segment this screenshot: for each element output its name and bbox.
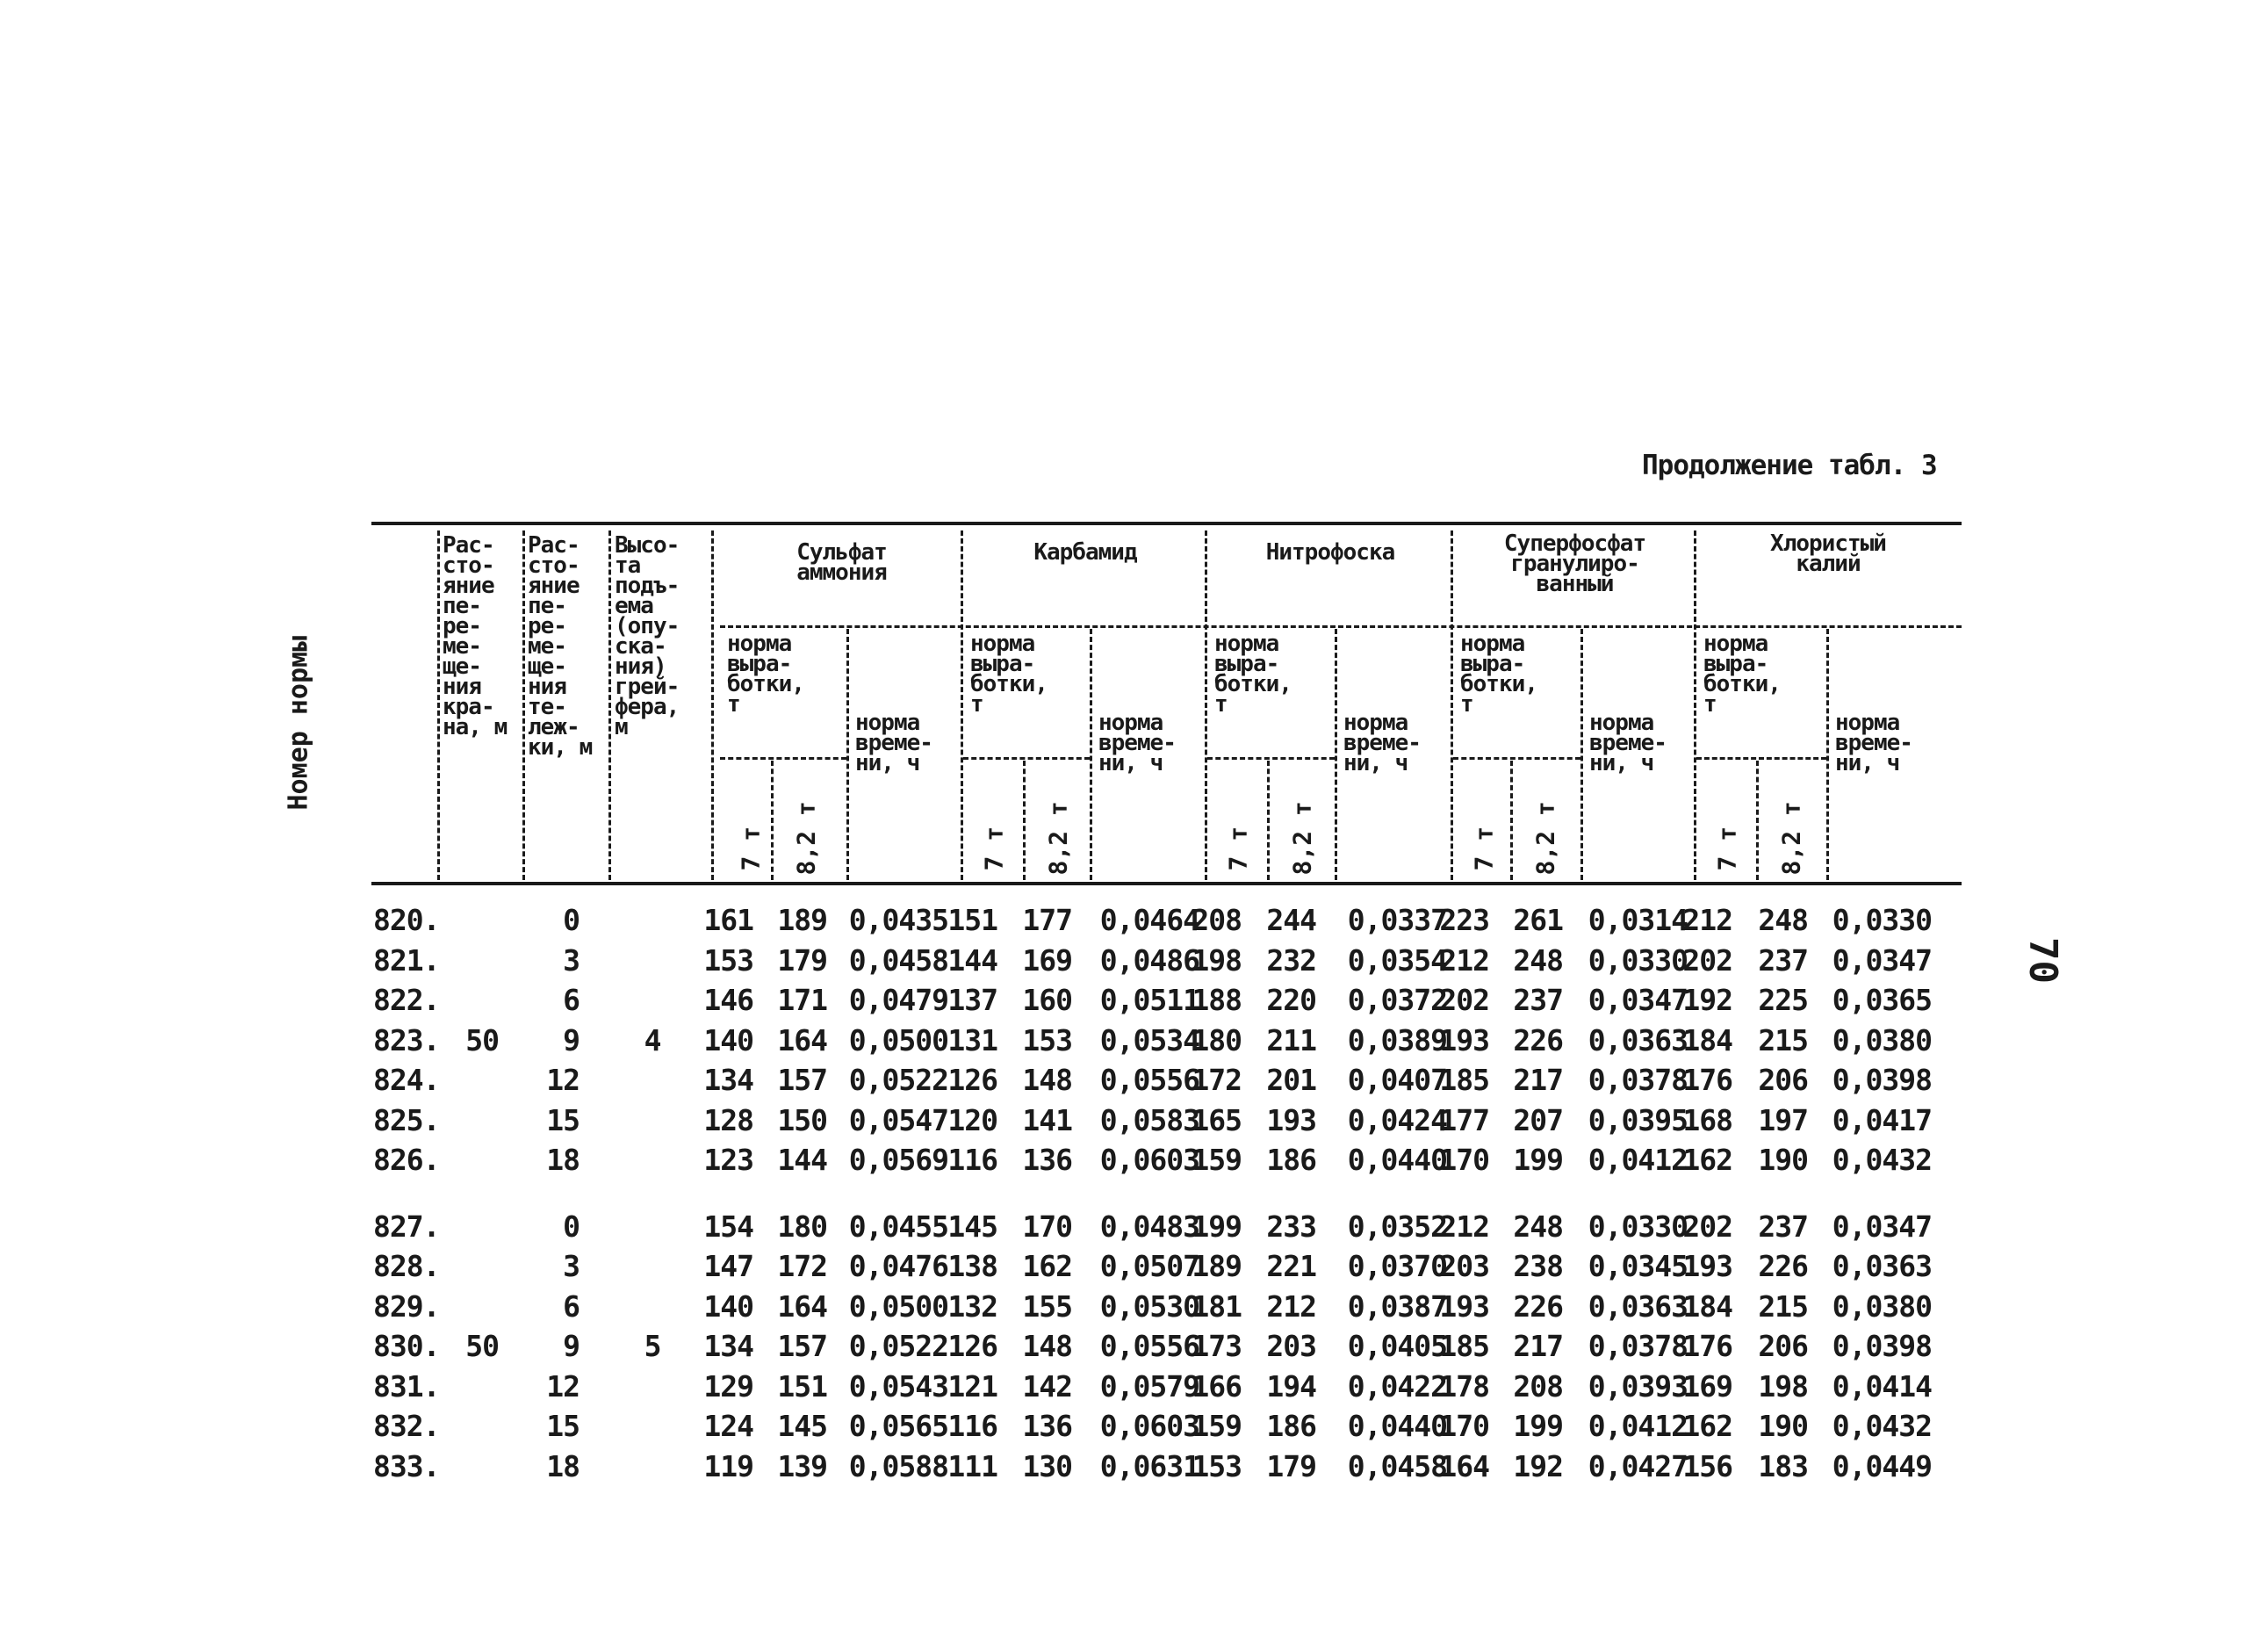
- value-cell: 0,0631: [1099, 1448, 1199, 1483]
- value-cell: 202: [1682, 942, 1732, 978]
- value-cell: 0,0370: [1347, 1249, 1447, 1283]
- value-cell: 172: [1192, 1063, 1242, 1097]
- value-cell: 206: [1758, 1063, 1808, 1097]
- header-norm-number: Номер нормы: [283, 635, 314, 811]
- value-cell: 142: [1022, 1368, 1072, 1404]
- norm-number: 828.: [373, 1249, 440, 1283]
- value-cell: 0,0330: [1588, 1209, 1688, 1244]
- trolley-distance: 9: [563, 1329, 580, 1363]
- value-cell: 189: [777, 903, 827, 937]
- time-norm-label: норма време- ни, ч: [855, 710, 932, 776]
- value-cell: 0,0458: [848, 942, 948, 978]
- value-cell: 188: [1192, 983, 1242, 1017]
- value-cell: 139: [777, 1448, 827, 1483]
- value-cell: 0,0530: [1099, 1288, 1199, 1324]
- weight-7t-label: 7 т: [1223, 826, 1253, 871]
- value-cell: 169: [1682, 1368, 1732, 1404]
- weight-divider: [1756, 761, 1759, 880]
- value-cell: 121: [947, 1368, 997, 1404]
- value-cell: 126: [947, 1063, 997, 1097]
- value-cell: 124: [703, 1409, 753, 1443]
- value-cell: 0,0389: [1347, 1022, 1447, 1057]
- value-cell: 221: [1266, 1249, 1316, 1283]
- weight-divider: [1267, 761, 1270, 880]
- value-cell: 151: [947, 903, 997, 937]
- product-name: Карбамид: [1033, 539, 1137, 566]
- value-cell: 0,0565: [848, 1409, 948, 1443]
- value-cell: 206: [1758, 1329, 1808, 1363]
- value-cell: 145: [777, 1409, 827, 1443]
- value-cell: 156: [1682, 1448, 1732, 1483]
- weight-divider: [1510, 761, 1513, 880]
- value-cell: 197: [1758, 1102, 1808, 1137]
- value-cell: 0,0372: [1347, 983, 1447, 1017]
- value-cell: 0,0486: [1099, 942, 1199, 978]
- value-cell: 0,0556: [1099, 1329, 1199, 1363]
- time-norm-label: норма време- ни, ч: [1835, 710, 1912, 776]
- value-cell: 164: [777, 1288, 827, 1324]
- weight-8-2t-label: 8,2 т: [1776, 801, 1806, 876]
- value-cell: 148: [1022, 1063, 1072, 1097]
- product-name: Нитрофоска: [1265, 539, 1395, 566]
- value-cell: 0,0440: [1347, 1143, 1447, 1177]
- value-cell: 237: [1758, 1209, 1808, 1244]
- value-cell: 179: [1266, 1448, 1316, 1483]
- value-cell: 0,0354: [1347, 942, 1447, 978]
- value-cell: 185: [1439, 1329, 1489, 1363]
- norm-number: 830.: [373, 1329, 440, 1363]
- value-cell: 232: [1266, 942, 1316, 978]
- value-cell: 248: [1513, 942, 1563, 978]
- value-cell: 192: [1682, 983, 1732, 1017]
- time-norm-label: норма време- ни, ч: [1343, 710, 1421, 776]
- trolley-distance: 3: [563, 942, 580, 978]
- value-cell: 0,0547: [848, 1102, 948, 1137]
- value-cell: 0,0405: [1347, 1329, 1447, 1363]
- value-cell: 0,0407: [1347, 1063, 1447, 1097]
- header-divider-v3: [608, 530, 611, 880]
- value-cell: 0,0347: [1832, 942, 1932, 978]
- value-cell: 238: [1513, 1249, 1563, 1283]
- value-cell: 176: [1682, 1063, 1732, 1097]
- value-cell: 157: [777, 1329, 827, 1363]
- value-cell: 136: [1022, 1143, 1072, 1177]
- output-norm-label: норма выра- ботки, т: [1214, 631, 1292, 718]
- value-cell: 0,0458: [1347, 1448, 1447, 1483]
- weight-7t-label: 7 т: [979, 826, 1009, 871]
- value-cell: 0,0330: [1588, 942, 1688, 978]
- value-cell: 220: [1266, 983, 1316, 1017]
- value-cell: 180: [1192, 1022, 1242, 1057]
- value-cell: 153: [703, 942, 753, 978]
- time-norm-divider: [1580, 629, 1583, 880]
- value-cell: 0,0603: [1099, 1409, 1199, 1443]
- value-cell: 0,0363: [1588, 1022, 1688, 1057]
- value-cell: 164: [1439, 1448, 1489, 1483]
- header-divider-v1: [437, 530, 440, 880]
- value-cell: 0,0380: [1832, 1022, 1932, 1057]
- value-cell: 134: [703, 1329, 753, 1363]
- crane-distance: 50: [465, 1022, 499, 1057]
- value-cell: 0,0393: [1588, 1368, 1688, 1404]
- header-trolley-distance: Рас- сто- яние пе- ре- ме- ще- ния те- леж- ки, м: [528, 532, 593, 761]
- value-cell: 0,0387: [1347, 1288, 1447, 1324]
- value-cell: 164: [777, 1022, 827, 1057]
- norm-number: 822.: [373, 983, 440, 1017]
- value-cell: 120: [947, 1102, 997, 1137]
- norm-number: 829.: [373, 1288, 440, 1324]
- value-cell: 130: [1022, 1448, 1072, 1483]
- value-cell: 0,0432: [1832, 1409, 1932, 1443]
- output-norm-rule: [963, 757, 1090, 760]
- table-top-rule: [371, 522, 1962, 525]
- value-cell: 159: [1192, 1409, 1242, 1443]
- value-cell: 0,0398: [1832, 1063, 1932, 1097]
- value-cell: 138: [947, 1249, 997, 1283]
- weight-divider: [1023, 761, 1026, 880]
- value-cell: 248: [1758, 903, 1808, 937]
- header-bottom-rule: [371, 882, 1962, 885]
- value-cell: 140: [703, 1288, 753, 1324]
- weight-7t-label: 7 т: [1469, 826, 1499, 871]
- product-divider: [961, 530, 963, 880]
- value-cell: 198: [1192, 942, 1242, 978]
- time-norm-label: норма време- ни, ч: [1589, 710, 1667, 776]
- value-cell: 145: [947, 1209, 997, 1244]
- value-cell: 0,0427: [1588, 1448, 1688, 1483]
- value-cell: 202: [1439, 983, 1489, 1017]
- crane-distance: 50: [465, 1329, 499, 1363]
- value-cell: 129: [703, 1368, 753, 1404]
- value-cell: 237: [1513, 983, 1563, 1017]
- value-cell: 179: [777, 942, 827, 978]
- output-norm-rule: [720, 757, 846, 760]
- value-cell: 166: [1192, 1368, 1242, 1404]
- value-cell: 192: [1513, 1448, 1563, 1483]
- value-cell: 233: [1266, 1209, 1316, 1244]
- value-cell: 170: [1439, 1409, 1489, 1443]
- value-cell: 226: [1513, 1022, 1563, 1057]
- value-cell: 203: [1266, 1329, 1316, 1363]
- value-cell: 0,0435: [848, 903, 948, 937]
- value-cell: 217: [1513, 1063, 1563, 1097]
- value-cell: 151: [777, 1368, 827, 1404]
- value-cell: 144: [947, 942, 997, 978]
- value-cell: 193: [1439, 1022, 1489, 1057]
- value-cell: 176: [1682, 1329, 1732, 1363]
- value-cell: 184: [1682, 1288, 1732, 1324]
- value-cell: 170: [1022, 1209, 1072, 1244]
- value-cell: 0,0378: [1588, 1329, 1688, 1363]
- value-cell: 201: [1266, 1063, 1316, 1097]
- value-cell: 244: [1266, 903, 1316, 937]
- value-cell: 183: [1758, 1448, 1808, 1483]
- value-cell: 159: [1192, 1143, 1242, 1177]
- value-cell: 0,0534: [1099, 1022, 1199, 1057]
- value-cell: 190: [1758, 1143, 1808, 1177]
- value-cell: 0,0345: [1588, 1249, 1688, 1283]
- value-cell: 186: [1266, 1143, 1316, 1177]
- value-cell: 0,0483: [1099, 1209, 1199, 1244]
- value-cell: 162: [1022, 1249, 1072, 1283]
- value-cell: 223: [1439, 903, 1489, 937]
- value-cell: 185: [1439, 1063, 1489, 1097]
- header-grab-height: Высо- та подъ- ема (опу- ска- ния) грей- фера, м: [615, 532, 680, 740]
- value-cell: 178: [1439, 1368, 1489, 1404]
- norm-number: 827.: [373, 1209, 440, 1244]
- value-cell: 155: [1022, 1288, 1072, 1324]
- value-cell: 0,0347: [1588, 983, 1688, 1017]
- value-cell: 169: [1022, 942, 1072, 978]
- value-cell: 0,0395: [1588, 1102, 1688, 1137]
- weight-7t-label: 7 т: [736, 826, 766, 871]
- trolley-distance: 9: [563, 1022, 580, 1057]
- value-cell: 181: [1192, 1288, 1242, 1324]
- value-cell: 116: [947, 1143, 997, 1177]
- value-cell: 261: [1513, 903, 1563, 937]
- value-cell: 154: [703, 1209, 753, 1244]
- value-cell: 0,0424: [1347, 1102, 1447, 1137]
- value-cell: 161: [703, 903, 753, 937]
- value-cell: 189: [1192, 1249, 1242, 1283]
- output-norm-label: норма выра- ботки, т: [1460, 631, 1537, 718]
- norm-number: 826.: [373, 1143, 440, 1177]
- norm-number: 825.: [373, 1102, 440, 1137]
- value-cell: 215: [1758, 1288, 1808, 1324]
- value-cell: 226: [1513, 1288, 1563, 1324]
- value-cell: 180: [777, 1209, 827, 1244]
- norm-number: 820.: [373, 903, 440, 937]
- value-cell: 153: [1192, 1448, 1242, 1483]
- value-cell: 0,0363: [1832, 1249, 1932, 1283]
- value-cell: 0,0337: [1347, 903, 1447, 937]
- weight-8-2t-label: 8,2 т: [1287, 801, 1317, 876]
- product-name: Сульфат аммония: [796, 539, 887, 586]
- value-cell: 162: [1682, 1409, 1732, 1443]
- value-cell: 162: [1682, 1143, 1732, 1177]
- value-cell: 225: [1758, 983, 1808, 1017]
- value-cell: 215: [1758, 1022, 1808, 1057]
- value-cell: 248: [1513, 1209, 1563, 1244]
- trolley-distance: 0: [563, 1209, 580, 1244]
- product-divider: [1451, 530, 1453, 880]
- output-norm-label: норма выра- ботки, т: [727, 631, 804, 718]
- value-cell: 0,0412: [1588, 1143, 1688, 1177]
- value-cell: 140: [703, 1022, 753, 1057]
- value-cell: 0,0543: [848, 1368, 948, 1404]
- value-cell: 212: [1439, 1209, 1489, 1244]
- value-cell: 0,0455: [848, 1209, 948, 1244]
- value-cell: 0,0583: [1099, 1102, 1199, 1137]
- value-cell: 0,0365: [1832, 983, 1932, 1017]
- value-cell: 217: [1513, 1329, 1563, 1363]
- output-norm-rule: [1207, 757, 1335, 760]
- value-cell: 0,0398: [1832, 1329, 1932, 1363]
- output-norm-rule: [1453, 757, 1580, 760]
- trolley-distance: 3: [563, 1249, 580, 1283]
- norm-number: 832.: [373, 1409, 440, 1443]
- value-cell: 123: [703, 1143, 753, 1177]
- value-cell: 144: [777, 1143, 827, 1177]
- value-cell: 171: [777, 983, 827, 1017]
- value-cell: 212: [1266, 1288, 1316, 1324]
- value-cell: 194: [1266, 1368, 1316, 1404]
- trolley-distance: 6: [563, 1288, 580, 1324]
- value-cell: 128: [703, 1102, 753, 1137]
- weight-7t-label: 7 т: [1712, 826, 1742, 871]
- time-norm-divider: [1090, 629, 1092, 880]
- value-cell: 193: [1682, 1249, 1732, 1283]
- norm-number: 833.: [373, 1448, 440, 1483]
- value-cell: 141: [1022, 1102, 1072, 1137]
- output-norm-label: норма выра- ботки, т: [1703, 631, 1781, 718]
- value-cell: 147: [703, 1249, 753, 1283]
- value-cell: 119: [703, 1448, 753, 1483]
- weight-divider: [771, 761, 774, 880]
- time-norm-label: норма време- ни, ч: [1098, 710, 1176, 776]
- value-cell: 0,0507: [1099, 1249, 1199, 1283]
- value-cell: 0,0511: [1099, 983, 1199, 1017]
- value-cell: 198: [1758, 1368, 1808, 1404]
- product-divider: [1205, 530, 1207, 880]
- value-cell: 190: [1758, 1409, 1808, 1443]
- trolley-distance: 12: [546, 1368, 580, 1404]
- time-norm-divider: [846, 629, 849, 880]
- value-cell: 126: [947, 1329, 997, 1363]
- value-cell: 184: [1682, 1022, 1732, 1057]
- trolley-distance: 18: [546, 1143, 580, 1177]
- weight-8-2t-label: 8,2 т: [791, 801, 821, 876]
- time-norm-divider: [1826, 629, 1829, 880]
- header-divider-v4: [711, 530, 714, 880]
- value-cell: 208: [1192, 903, 1242, 937]
- value-cell: 177: [1439, 1102, 1489, 1137]
- value-cell: 134: [703, 1063, 753, 1097]
- norm-number: 823.: [373, 1022, 440, 1057]
- weight-8-2t-label: 8,2 т: [1530, 801, 1560, 876]
- trolley-distance: 18: [546, 1448, 580, 1483]
- value-cell: 132: [947, 1288, 997, 1324]
- trolley-distance: 15: [546, 1409, 580, 1443]
- value-cell: 212: [1682, 903, 1732, 937]
- value-cell: 168: [1682, 1102, 1732, 1137]
- value-cell: 170: [1439, 1143, 1489, 1177]
- trolley-distance: 6: [563, 983, 580, 1017]
- value-cell: 0,0476: [848, 1249, 948, 1283]
- value-cell: 157: [777, 1063, 827, 1097]
- value-cell: 0,0464: [1099, 903, 1199, 937]
- value-cell: 186: [1266, 1409, 1316, 1443]
- value-cell: 0,0414: [1832, 1368, 1932, 1404]
- weight-8-2t-label: 8,2 т: [1043, 801, 1073, 876]
- header-divider-v2: [522, 530, 525, 880]
- value-cell: 131: [947, 1022, 997, 1057]
- value-cell: 0,0378: [1588, 1063, 1688, 1097]
- value-cell: 0,0412: [1588, 1409, 1688, 1443]
- value-cell: 148: [1022, 1329, 1072, 1363]
- value-cell: 193: [1439, 1288, 1489, 1324]
- value-cell: 203: [1439, 1249, 1489, 1283]
- value-cell: 150: [777, 1102, 827, 1137]
- value-cell: 137: [947, 983, 997, 1017]
- trolley-distance: 12: [546, 1063, 580, 1097]
- product-name: Суперфосфат гранулиро- ванный: [1503, 530, 1646, 597]
- header-divider-products: [720, 625, 1962, 628]
- trolley-distance: 15: [546, 1102, 580, 1137]
- value-cell: 0,0432: [1832, 1143, 1932, 1177]
- value-cell: 0,0522: [848, 1329, 948, 1363]
- value-cell: 193: [1266, 1102, 1316, 1137]
- value-cell: 211: [1266, 1022, 1316, 1057]
- header-crane-distance: Рас- сто- яние пе- ре- ме- ще- ния кра- на, м: [443, 532, 508, 740]
- value-cell: 0,0500: [848, 1288, 948, 1324]
- value-cell: 207: [1513, 1102, 1563, 1137]
- grab-height: 5: [644, 1329, 661, 1363]
- value-cell: 199: [1513, 1143, 1563, 1177]
- value-cell: 208: [1513, 1368, 1563, 1404]
- value-cell: 0,0422: [1347, 1368, 1447, 1404]
- value-cell: 0,0314: [1588, 903, 1688, 937]
- norm-number: 824.: [373, 1063, 440, 1097]
- norm-number: 831.: [373, 1368, 440, 1404]
- value-cell: 237: [1758, 942, 1808, 978]
- value-cell: 202: [1682, 1209, 1732, 1244]
- value-cell: 177: [1022, 903, 1072, 937]
- value-cell: 0,0479: [848, 983, 948, 1017]
- value-cell: 212: [1439, 942, 1489, 978]
- value-cell: 116: [947, 1409, 997, 1443]
- value-cell: 0,0588: [848, 1448, 948, 1483]
- value-cell: 0,0347: [1832, 1209, 1932, 1244]
- value-cell: 199: [1513, 1409, 1563, 1443]
- value-cell: 153: [1022, 1022, 1072, 1057]
- value-cell: 0,0417: [1832, 1102, 1932, 1137]
- value-cell: 0,0449: [1832, 1448, 1932, 1483]
- value-cell: 172: [777, 1249, 827, 1283]
- value-cell: 0,0569: [848, 1143, 948, 1177]
- value-cell: 0,0579: [1099, 1368, 1199, 1404]
- value-cell: 0,0352: [1347, 1209, 1447, 1244]
- value-cell: 0,0522: [848, 1063, 948, 1097]
- value-cell: 136: [1022, 1409, 1072, 1443]
- product-name: Хлористый калий: [1770, 530, 1886, 577]
- value-cell: 0,0500: [848, 1022, 948, 1057]
- trolley-distance: 0: [563, 903, 580, 937]
- value-cell: 0,0380: [1832, 1288, 1932, 1324]
- value-cell: 160: [1022, 983, 1072, 1017]
- page-number: 70: [2020, 937, 2065, 984]
- value-cell: 165: [1192, 1102, 1242, 1137]
- value-cell: 226: [1758, 1249, 1808, 1283]
- output-norm-label: норма выра- ботки, т: [970, 631, 1048, 718]
- value-cell: 111: [947, 1448, 997, 1483]
- norm-number: 821.: [373, 942, 440, 978]
- value-cell: 199: [1192, 1209, 1242, 1244]
- product-divider: [1694, 530, 1696, 880]
- time-norm-divider: [1335, 629, 1337, 880]
- grab-height: 4: [644, 1022, 661, 1057]
- value-cell: 173: [1192, 1329, 1242, 1363]
- value-cell: 0,0440: [1347, 1409, 1447, 1443]
- value-cell: 146: [703, 983, 753, 1017]
- output-norm-rule: [1696, 757, 1826, 760]
- value-cell: 0,0330: [1832, 903, 1932, 937]
- value-cell: 0,0556: [1099, 1063, 1199, 1097]
- table-caption: Продолжение табл. 3: [1642, 450, 1937, 481]
- value-cell: 0,0603: [1099, 1143, 1199, 1177]
- value-cell: 0,0363: [1588, 1288, 1688, 1324]
